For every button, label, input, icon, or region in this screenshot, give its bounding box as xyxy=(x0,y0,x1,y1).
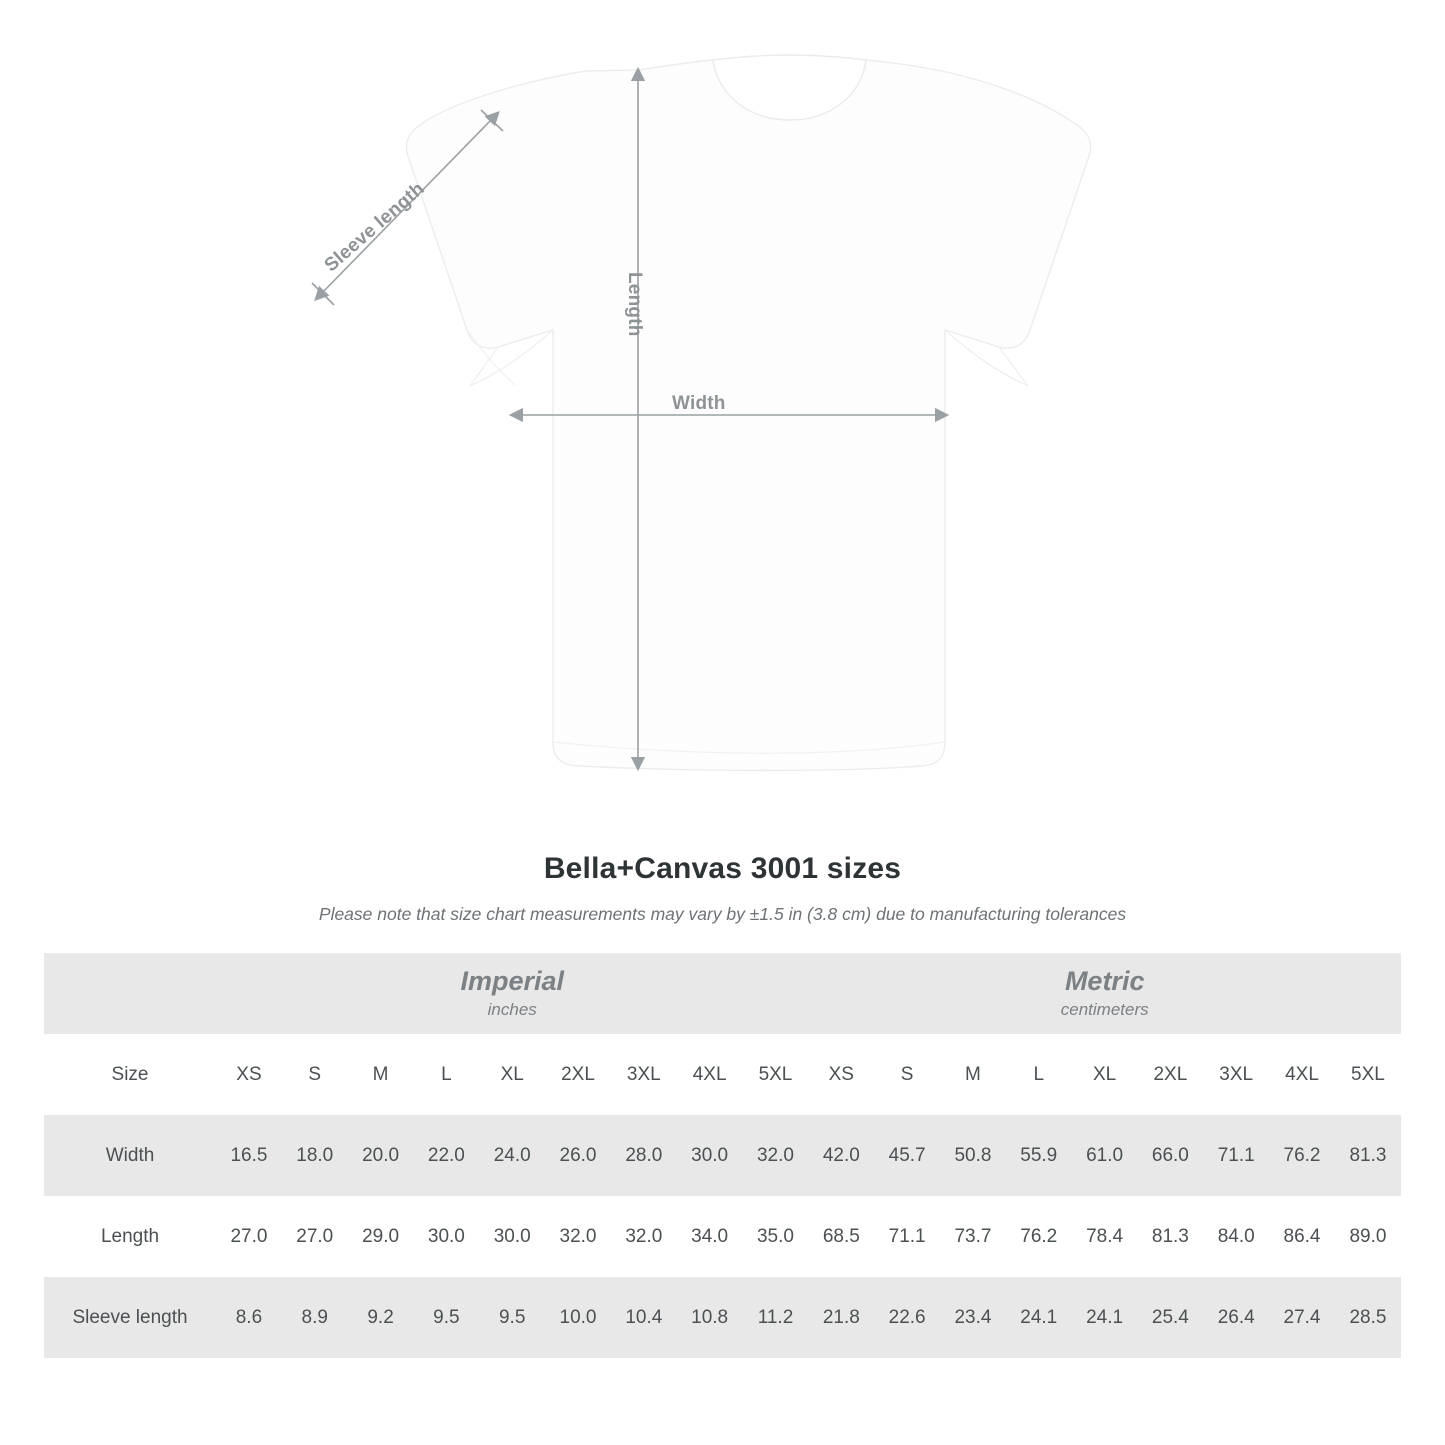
size-col-imperial-m: M xyxy=(348,1034,414,1115)
cell-width-imperial-s: 18.0 xyxy=(282,1115,348,1196)
cell-width-metric-5xl: 81.3 xyxy=(1335,1115,1401,1196)
size-col-metric-l: L xyxy=(1006,1034,1072,1115)
cell-width-metric-xs: 42.0 xyxy=(808,1115,874,1196)
cell-length-metric-5xl: 89.0 xyxy=(1335,1196,1401,1277)
cell-length-metric-xl: 78.4 xyxy=(1072,1196,1138,1277)
cell-length-imperial-l: 30.0 xyxy=(413,1196,479,1277)
cell-sleeve-metric-s: 22.6 xyxy=(874,1277,940,1358)
size-table-wrapper xyxy=(44,953,1401,1358)
length-dimension-label: Length xyxy=(624,272,645,337)
cell-sleeve-imperial-xs: 8.6 xyxy=(216,1277,282,1358)
table-row xyxy=(44,1277,1401,1358)
table-row xyxy=(44,1115,1401,1196)
title-block xyxy=(0,852,1445,925)
cell-width-metric-l: 55.9 xyxy=(1006,1115,1072,1196)
cell-width-metric-3xl: 71.1 xyxy=(1203,1115,1269,1196)
size-col-metric-xl: XL xyxy=(1072,1034,1138,1115)
size-col-metric-2xl: 2XL xyxy=(1137,1034,1203,1115)
cell-length-imperial-m: 29.0 xyxy=(348,1196,414,1277)
cell-length-imperial-3xl: 32.0 xyxy=(611,1196,677,1277)
cell-width-imperial-xs: 16.5 xyxy=(216,1115,282,1196)
size-header-cell: Size xyxy=(44,1034,216,1115)
cell-sleeve-imperial-s: 8.9 xyxy=(282,1277,348,1358)
size-col-metric-s: S xyxy=(874,1034,940,1115)
cell-width-imperial-5xl: 32.0 xyxy=(743,1115,809,1196)
cell-sleeve-metric-m: 23.4 xyxy=(940,1277,1006,1358)
cell-length-imperial-xl: 30.0 xyxy=(479,1196,545,1277)
row-label-width: Width xyxy=(44,1115,216,1196)
row-label-length: Length xyxy=(44,1196,216,1277)
cell-sleeve-imperial-4xl: 10.8 xyxy=(677,1277,743,1358)
size-col-metric-m: M xyxy=(940,1034,1006,1115)
cell-length-imperial-xs: 27.0 xyxy=(216,1196,282,1277)
cell-sleeve-imperial-l: 9.5 xyxy=(413,1277,479,1358)
cell-sleeve-metric-3xl: 26.4 xyxy=(1203,1277,1269,1358)
size-col-metric-5xl: 5XL xyxy=(1335,1034,1401,1115)
unit-group-imperial xyxy=(216,953,808,1034)
cell-sleeve-metric-l: 24.1 xyxy=(1006,1277,1072,1358)
table-row xyxy=(44,1196,1401,1277)
cell-width-imperial-l: 22.0 xyxy=(413,1115,479,1196)
tshirt-shape xyxy=(406,55,1090,771)
size-col-imperial-3xl: 3XL xyxy=(611,1034,677,1115)
cell-width-metric-xl: 61.0 xyxy=(1072,1115,1138,1196)
cell-length-imperial-s: 27.0 xyxy=(282,1196,348,1277)
cell-width-metric-s: 45.7 xyxy=(874,1115,940,1196)
cell-sleeve-metric-xl: 24.1 xyxy=(1072,1277,1138,1358)
cell-width-imperial-4xl: 30.0 xyxy=(677,1115,743,1196)
unit-name-imperial: inches xyxy=(487,1000,537,1020)
cell-sleeve-metric-5xl: 28.5 xyxy=(1335,1277,1401,1358)
size-col-metric-3xl: 3XL xyxy=(1203,1034,1269,1115)
cell-length-metric-m: 73.7 xyxy=(940,1196,1006,1277)
width-dimension-label: Width xyxy=(672,393,726,414)
cell-length-metric-2xl: 81.3 xyxy=(1137,1196,1203,1277)
cell-width-metric-2xl: 66.0 xyxy=(1137,1115,1203,1196)
size-col-imperial-xs: XS xyxy=(216,1034,282,1115)
cell-width-imperial-3xl: 28.0 xyxy=(611,1115,677,1196)
size-table xyxy=(44,953,1401,1358)
unit-group-metric xyxy=(808,953,1401,1034)
unit-header-spacer xyxy=(44,953,216,1034)
size-col-imperial-4xl: 4XL xyxy=(677,1034,743,1115)
cell-sleeve-metric-xs: 21.8 xyxy=(808,1277,874,1358)
cell-width-imperial-m: 20.0 xyxy=(348,1115,414,1196)
size-col-imperial-5xl: 5XL xyxy=(743,1034,809,1115)
tolerance-note: Please note that size chart measurements may vary by ±1.5 in (3.8 cm) due to manufacturing tolerances xyxy=(318,904,1127,924)
unit-system-metric: Metric xyxy=(1064,965,1145,996)
unit-name-metric: centimeters xyxy=(1060,1000,1149,1020)
cell-width-metric-4xl: 76.2 xyxy=(1269,1115,1335,1196)
cell-sleeve-imperial-3xl: 10.4 xyxy=(611,1277,677,1358)
size-col-imperial-2xl: 2XL xyxy=(545,1034,611,1115)
cell-sleeve-imperial-xl: 9.5 xyxy=(479,1277,545,1358)
cell-length-metric-4xl: 86.4 xyxy=(1269,1196,1335,1277)
size-header-row xyxy=(44,1034,1401,1115)
cell-length-metric-l: 76.2 xyxy=(1006,1196,1072,1277)
size-col-metric-4xl: 4XL xyxy=(1269,1034,1335,1115)
cell-sleeve-imperial-5xl: 11.2 xyxy=(743,1277,809,1358)
unit-header-row xyxy=(44,953,1401,1034)
cell-width-imperial-xl: 24.0 xyxy=(479,1115,545,1196)
cell-sleeve-imperial-m: 9.2 xyxy=(348,1277,414,1358)
sleeve-length-dimension-label: Sleeve length xyxy=(320,178,429,277)
cell-sleeve-imperial-2xl: 10.0 xyxy=(545,1277,611,1358)
cell-length-metric-xs: 68.5 xyxy=(808,1196,874,1277)
cell-length-imperial-5xl: 35.0 xyxy=(743,1196,809,1277)
size-col-imperial-l: L xyxy=(413,1034,479,1115)
size-col-metric-xs: XS xyxy=(808,1034,874,1115)
cell-width-metric-m: 50.8 xyxy=(940,1115,1006,1196)
size-col-imperial-s: S xyxy=(282,1034,348,1115)
row-label-sleeve-length: Sleeve length xyxy=(44,1277,216,1358)
cell-length-imperial-2xl: 32.0 xyxy=(545,1196,611,1277)
cell-sleeve-metric-4xl: 27.4 xyxy=(1269,1277,1335,1358)
cell-length-imperial-4xl: 34.0 xyxy=(677,1196,743,1277)
size-col-imperial-xl: XL xyxy=(479,1034,545,1115)
unit-system-imperial: Imperial xyxy=(460,965,564,996)
page-title: Bella+Canvas 3001 sizes xyxy=(543,852,902,885)
cell-sleeve-metric-2xl: 25.4 xyxy=(1137,1277,1203,1358)
cell-length-metric-3xl: 84.0 xyxy=(1203,1196,1269,1277)
cell-length-metric-s: 71.1 xyxy=(874,1196,940,1277)
cell-width-imperial-2xl: 26.0 xyxy=(545,1115,611,1196)
